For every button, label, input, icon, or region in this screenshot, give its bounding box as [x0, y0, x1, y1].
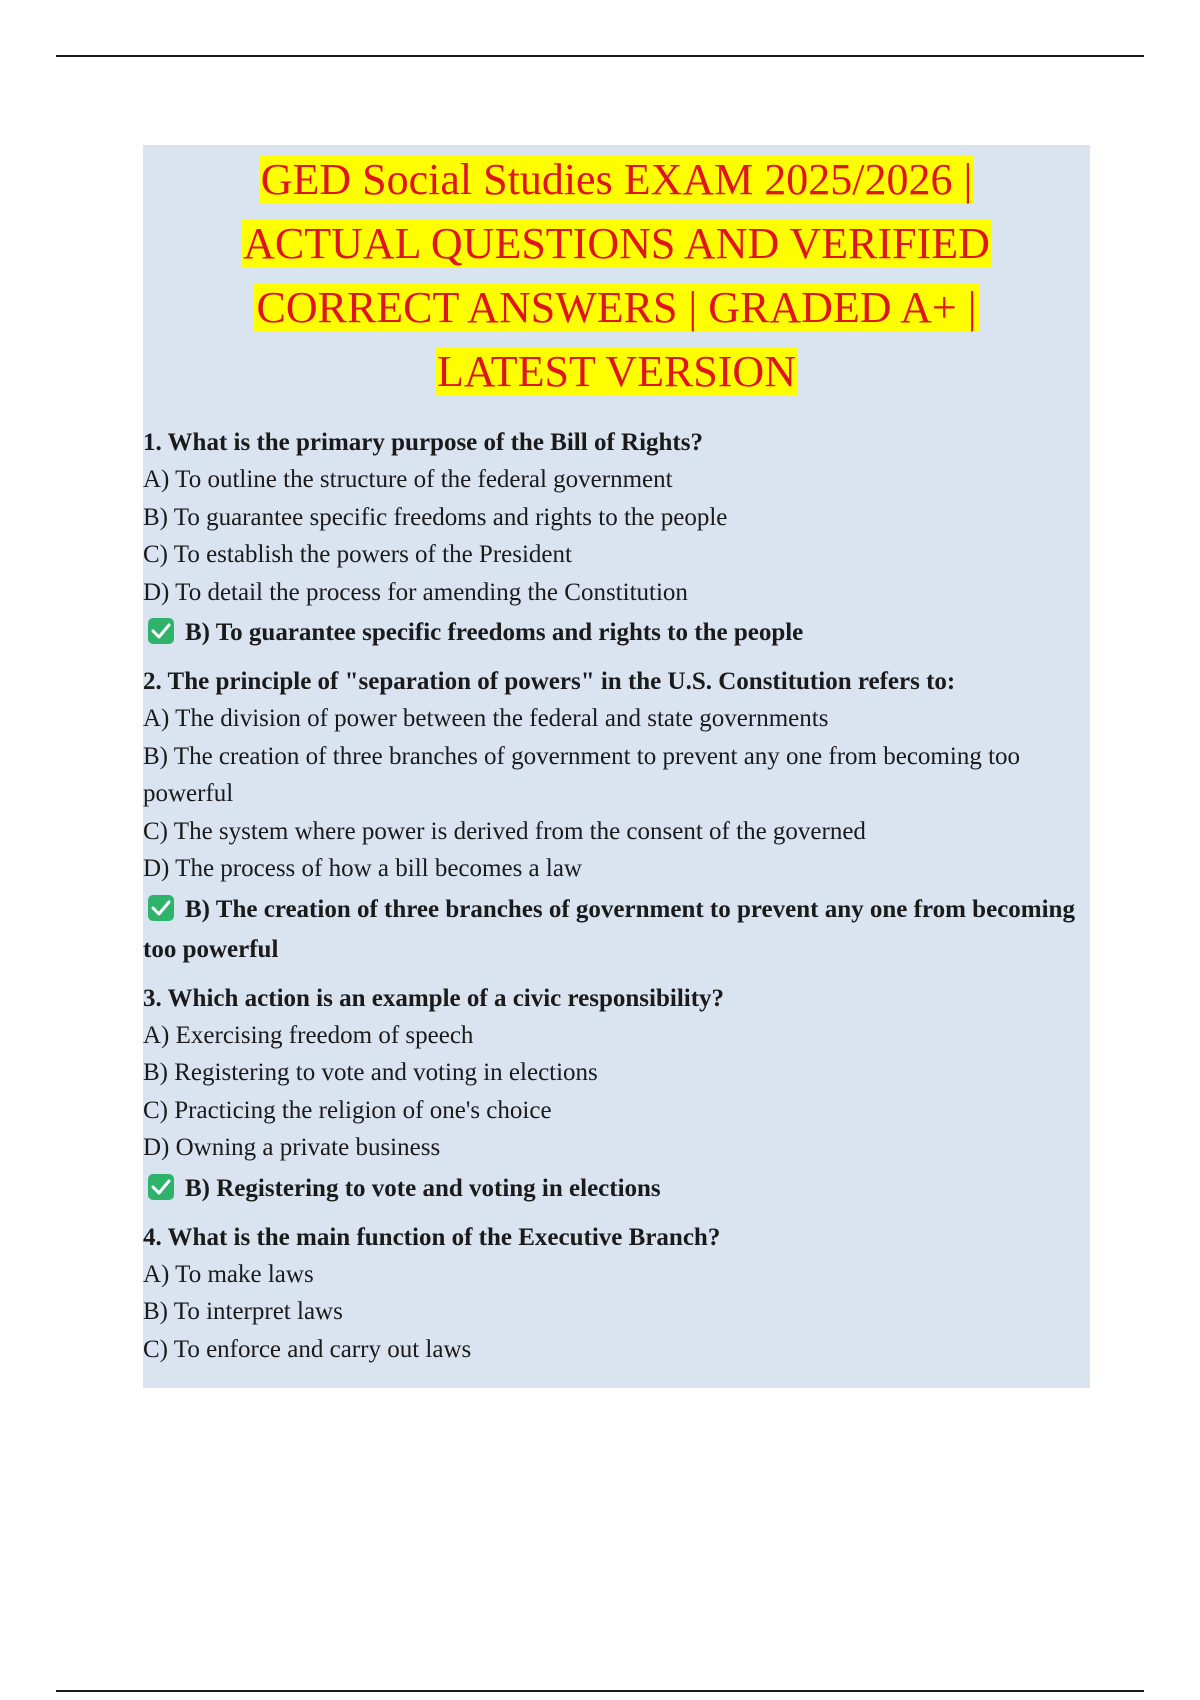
correct-answer [143, 613, 1090, 653]
answer-option: D) To detail the process for amending the Constitution [143, 578, 688, 606]
answer-option: C) The system where power is derived from the consent of the governed [143, 817, 866, 845]
document-title [143, 148, 1090, 404]
answer-option: C) Practicing the religion of one's choice [143, 1096, 552, 1124]
title-line: GED Social Studies EXAM 2025/2026 | [260, 155, 973, 204]
answer-option: A) To make laws [143, 1260, 314, 1288]
check-mark-icon [148, 618, 174, 644]
title-line: ACTUAL QUESTIONS AND VERIFIED [243, 219, 990, 268]
question-text: 2. The principle of "separation of powers" in the U.S. Constitution refers to: [143, 668, 956, 695]
title-line: CORRECT ANSWERS | GRADED A+ | [256, 283, 977, 332]
check-mark-icon [148, 895, 174, 921]
correct-answer-text: B) Registering to vote and voting in elections [185, 1174, 661, 1202]
answer-option: B) To guarantee specific freedoms and rights to the people [143, 503, 728, 531]
question-block-1 [143, 424, 1090, 653]
question-text: 1. What is the primary purpose of the Bill of Rights? [143, 429, 703, 456]
question-text: 4. What is the main function of the Executive Branch? [143, 1223, 721, 1251]
answer-option: C) To enforce and carry out laws [143, 1335, 472, 1363]
answer-option: B) To interpret laws [143, 1298, 343, 1325]
answer-option: D) The process of how a bill becomes a law [143, 855, 582, 882]
answer-option: B) Registering to vote and voting in elections [143, 1059, 598, 1086]
answer-option: A) To outline the structure of the federal government [143, 466, 673, 493]
question-block-2 [143, 663, 1090, 970]
question-block-4 [143, 1219, 1090, 1369]
answer-option: C) To establish the powers of the President [143, 541, 572, 568]
correct-answer-text: B) The creation of three branches of government to prevent any one from becoming too powerful [143, 895, 1075, 963]
check-mark-icon [148, 1174, 174, 1200]
correct-answer [143, 890, 1090, 970]
bottom-rule [56, 1690, 1144, 1692]
question-text: 3. Which action is an example of a civic responsibility? [143, 984, 725, 1012]
answer-option: B) The creation of three branches of government to prevent any one from becoming too powerful [143, 742, 1021, 807]
top-rule [56, 55, 1144, 57]
answer-option: D) Owning a private business [143, 1134, 441, 1161]
question-block-3 [143, 980, 1090, 1209]
content-panel [143, 145, 1090, 1388]
correct-answer-text: B) To guarantee specific freedoms and rights to the people [185, 619, 804, 646]
answer-option: A) The division of power between the federal and state governments [143, 705, 829, 732]
answer-option: A) Exercising freedom of speech [143, 1021, 474, 1049]
title-line: LATEST VERSION [437, 347, 796, 396]
correct-answer [143, 1169, 1090, 1209]
